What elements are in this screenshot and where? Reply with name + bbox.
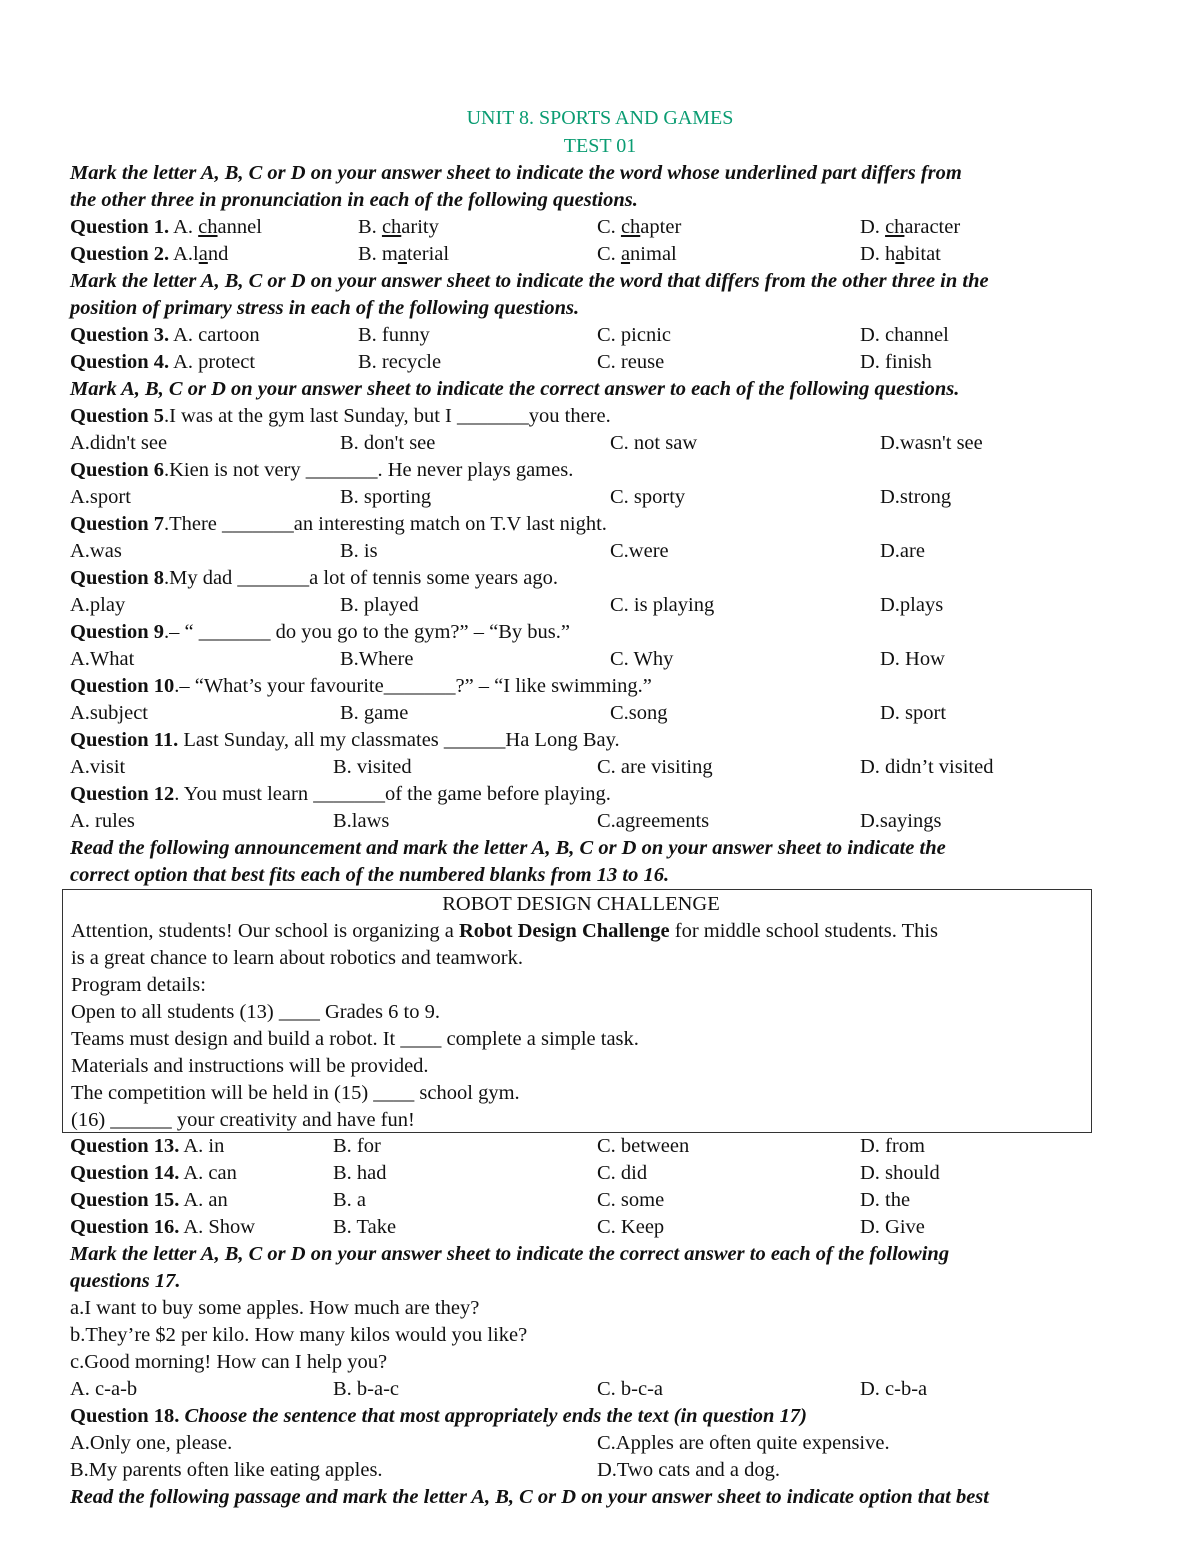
option-d: D. habitat	[860, 243, 941, 265]
dialogue-line-b: b.They’re $2 per kilo. How many kilos would you like?	[70, 1324, 528, 1346]
announcement-line: Materials and instructions will be provided.	[71, 1055, 429, 1077]
unit-title: UNIT 8. SPORTS AND GAMES	[466, 107, 734, 129]
announcement-line: is a great chance to learn about robotics and teamwork.	[71, 947, 523, 969]
option-b: B. funny	[358, 324, 430, 346]
question-2: Question 2. A.land B. material C. animal D. habitat	[70, 241, 1130, 268]
question-18-options-row1: A.Only one, please. C.Apples are often quite expensive.	[70, 1432, 890, 1454]
option-d: D. channel	[860, 324, 949, 346]
question-label: Question 1.	[70, 216, 170, 238]
announcement-line: (16) ______ your creativity and have fun!	[71, 1109, 415, 1131]
option-b: B. charity	[358, 216, 439, 238]
question-13: Question 13. A. in B. for C. between D. from	[70, 1135, 925, 1157]
option-b: B. recycle	[358, 351, 442, 373]
instruction-pronunciation: Mark the letter A, B, C or D on your answer sheet to indicate the word whose underlined part differs from the other three in pronunciation in each of the following questions.	[70, 162, 962, 211]
option-c: C. reuse	[597, 351, 665, 373]
question-16: Question 16. A. Show B. Take C. Keep D. Give	[70, 1216, 925, 1238]
announcement-line: Open to all students (13) ____ Grades 6 to 9.	[71, 1001, 440, 1023]
test-number: TEST 01	[563, 135, 637, 157]
announcement-line: Teams must design and build a robot. It ____ complete a simple task.	[71, 1028, 639, 1050]
question-4: Question 4. A. protect B. recycle C. reuse D. finish	[70, 349, 1130, 376]
instruction-dialogue: Mark the letter A, B, C or D on your answer sheet to indicate the correct answer to each of the following questions 17.	[70, 1243, 950, 1292]
question-3: Question 3. A. cartoon B. funny C. picnic D. channel	[70, 322, 1130, 349]
question-5: Question 5.I was at the gym last Sunday, but I _______you there.	[70, 405, 611, 427]
option-c: C. animal	[597, 243, 677, 265]
question-18: Question 18. Choose the sentence that most appropriately ends the text (in question 17)	[70, 1405, 807, 1427]
instruction-announcement: Read the following announcement and mark the letter A, B, C or D on your answer sheet to indicate the correct option that best fits each of the numbered blanks from 13 to 16.	[70, 837, 946, 886]
question-1: Question 1. A. channel B. charity C. chapter D. character	[70, 214, 1130, 241]
question-10-options: A.subject B. game C.song D. sport	[70, 702, 947, 724]
dialogue-line-a: a.I want to buy some apples. How much are they?	[70, 1297, 480, 1319]
announcement-box	[62, 889, 1092, 1133]
question-9: Question 9.– “ _______ do you go to the gym?” – “By bus.”	[70, 621, 570, 643]
question-7-options: A.was B. is C.were D.are	[70, 540, 925, 562]
question-8: Question 8.My dad _______a lot of tennis some years ago.	[70, 567, 558, 589]
announcement-line: Program details:	[71, 974, 206, 996]
question-9-options: A.What B.Where C. Why D. How	[70, 648, 945, 670]
option-c: C. chapter	[597, 216, 682, 238]
instruction-correct-answer: Mark A, B, C or D on your answer sheet to indicate the correct answer to each of the following questions.	[70, 378, 960, 400]
dialogue-line-c: c.Good morning! How can I help you?	[70, 1351, 388, 1373]
announcement-line: The competition will be held in (15) ____ school gym.	[71, 1082, 520, 1104]
question-7: Question 7.There _______an interesting match on T.V last night.	[70, 513, 607, 535]
question-11-options: A.visit B. visited C. are visiting D. didn’t visited	[70, 756, 994, 778]
question-5-options: A.didn't see B. don't see C. not saw D.wasn't see	[70, 432, 983, 454]
announcement-line: Attention, students! Our school is organizing a Robot Design Challenge for middle school students. This	[71, 920, 939, 942]
question-8-options: A.play B. played C. is playing D.plays	[70, 594, 944, 616]
question-14: Question 14. A. can B. had C. did D. should	[70, 1162, 940, 1184]
question-label: Question 2.	[70, 243, 170, 265]
question-18-options-row2: B.My parents often like eating apples. D.Two cats and a dog.	[70, 1459, 781, 1481]
question-11: Question 11. Last Sunday, all my classmates ______Ha Long Bay.	[70, 729, 620, 751]
exam-page	[70, 104, 1130, 1511]
instruction-passage: Read the following passage and mark the letter A, B, C or D on your answer sheet to indicate option that best	[70, 1486, 989, 1508]
option-d: D. finish	[860, 351, 932, 373]
option-d: D. character	[860, 216, 961, 238]
question-10: Question 10.– “What’s your favourite_______?” – “I like swimming.”	[70, 675, 652, 697]
announcement-title: ROBOT DESIGN CHALLENGE	[442, 893, 720, 915]
question-12-options: A. rules B.laws C.agreements D.sayings	[70, 810, 942, 832]
question-15: Question 15. A. an B. a C. some D. the	[70, 1189, 911, 1211]
option-b: B. material	[358, 243, 450, 265]
question-17-options: A. c-a-b B. b-a-c C. b-c-a D. c-b-a	[70, 1378, 928, 1400]
question-6: Question 6.Kien is not very _______. He never plays games.	[70, 459, 574, 481]
instruction-stress: Mark the letter A, B, C or D on your answer sheet to indicate the word that differs from the other three in the position of primary stress in each of the following questions.	[70, 270, 989, 319]
option-c: C. picnic	[597, 324, 672, 346]
question-6-options: A.sport B. sporting C. sporty D.strong	[70, 486, 952, 508]
question-12: Question 12. You must learn _______of the game before playing.	[70, 783, 611, 805]
